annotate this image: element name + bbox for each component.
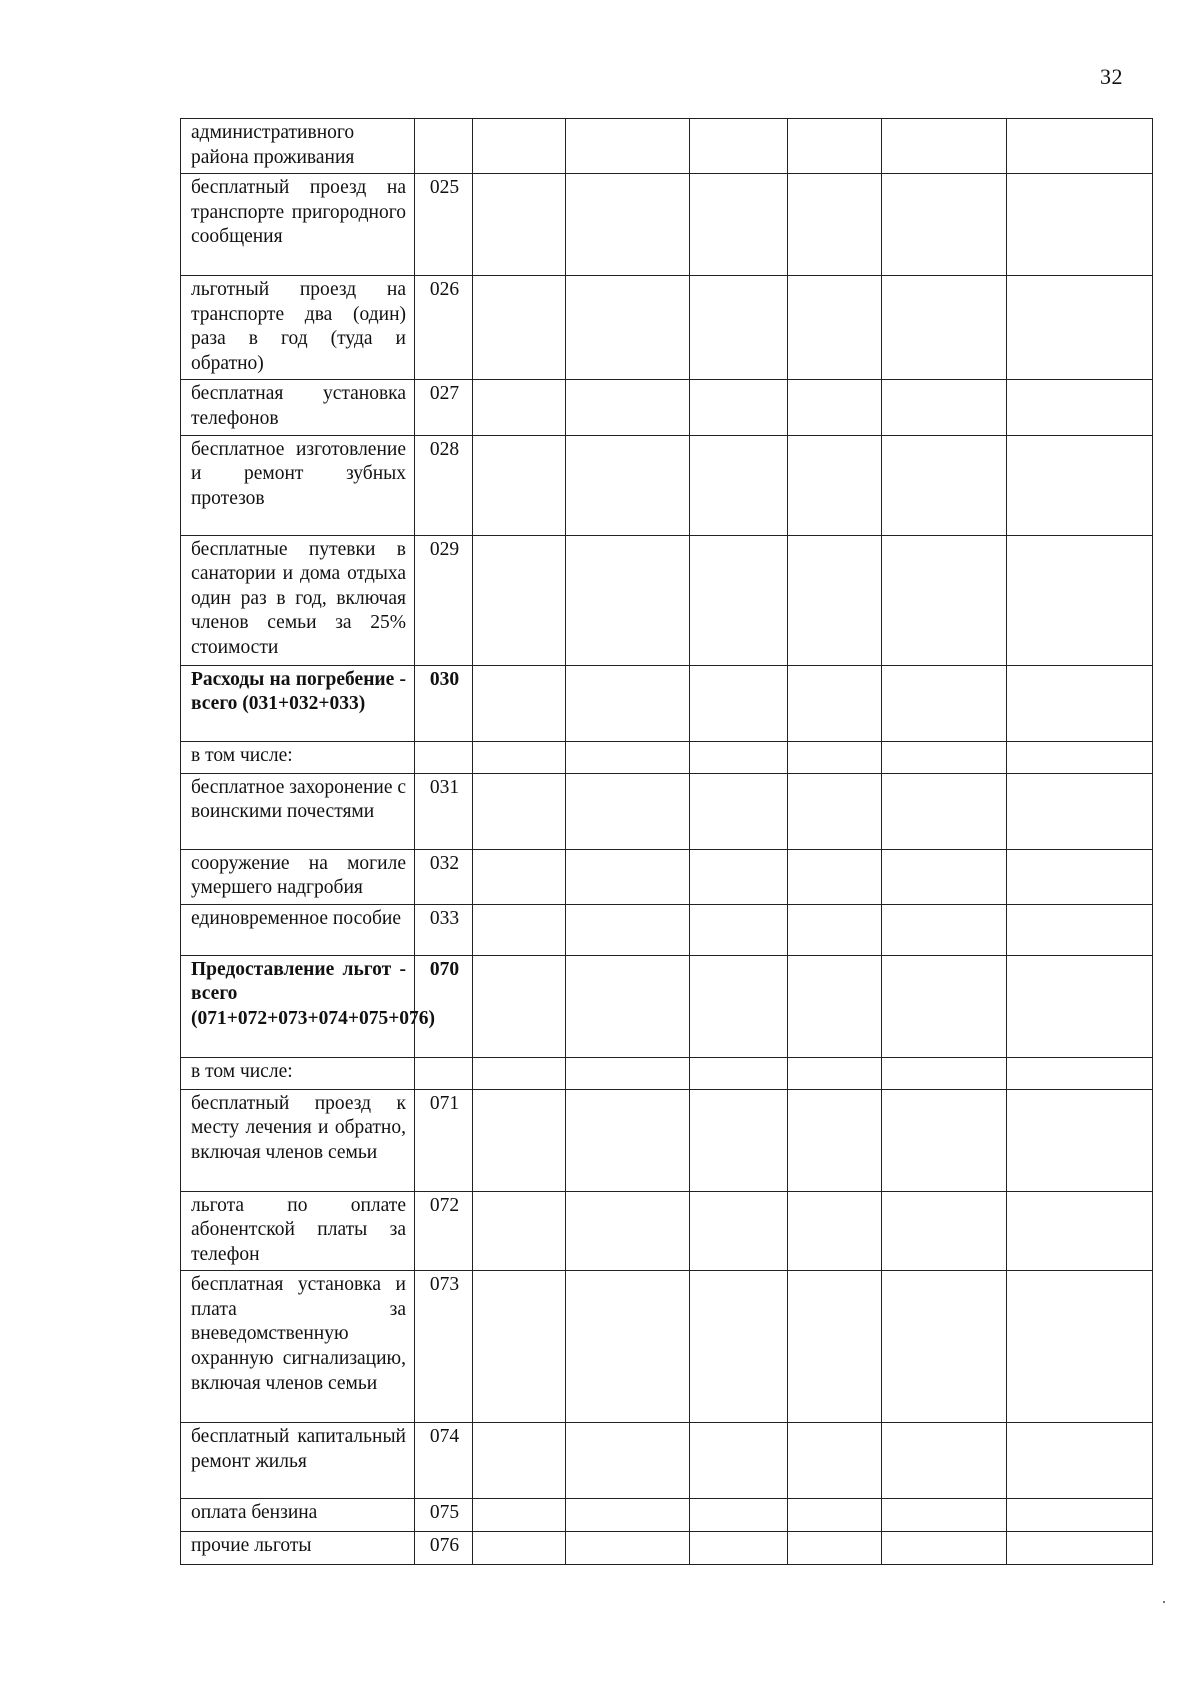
empty-value-cell xyxy=(882,380,1007,435)
empty-value-cell xyxy=(788,535,882,665)
empty-value-cell xyxy=(473,849,566,904)
empty-value-cell xyxy=(690,904,788,955)
empty-value-cell xyxy=(788,119,882,174)
row-name-cell: бесплатная установка телефонов xyxy=(181,380,415,435)
empty-value-cell xyxy=(788,1089,882,1191)
empty-value-cell xyxy=(882,1089,1007,1191)
table-row xyxy=(181,380,1153,435)
empty-value-cell xyxy=(690,1271,788,1423)
row-code-cell: 028 xyxy=(415,435,473,535)
empty-value-cell xyxy=(882,435,1007,535)
empty-value-cell xyxy=(566,955,690,1057)
empty-value-cell xyxy=(566,1532,690,1565)
empty-value-cell xyxy=(882,174,1007,276)
table-row xyxy=(181,1499,1153,1532)
row-code-cell: 076 xyxy=(415,1532,473,1565)
empty-value-cell xyxy=(690,435,788,535)
empty-value-cell xyxy=(473,904,566,955)
empty-value-cell xyxy=(1007,276,1153,380)
empty-value-cell xyxy=(788,380,882,435)
empty-value-cell xyxy=(1007,174,1153,276)
empty-value-cell xyxy=(1007,1532,1153,1565)
empty-value-cell xyxy=(788,1057,882,1089)
empty-value-cell xyxy=(1007,773,1153,849)
empty-value-cell xyxy=(690,773,788,849)
empty-value-cell xyxy=(1007,955,1153,1057)
empty-value-cell xyxy=(690,1499,788,1532)
row-code-cell: 074 xyxy=(415,1423,473,1499)
table-row xyxy=(181,1423,1153,1499)
empty-value-cell xyxy=(788,1499,882,1532)
empty-value-cell xyxy=(566,904,690,955)
row-code-cell: 025 xyxy=(415,174,473,276)
empty-value-cell xyxy=(882,276,1007,380)
empty-value-cell xyxy=(690,174,788,276)
empty-value-cell xyxy=(788,435,882,535)
empty-value-cell xyxy=(882,773,1007,849)
row-name-cell: бесплатный проезд на транспорте пригородного сообщения xyxy=(181,174,415,276)
row-name-cell: бесплатное захоронение с воинскими почестями xyxy=(181,773,415,849)
empty-value-cell xyxy=(1007,380,1153,435)
empty-value-cell xyxy=(788,741,882,773)
row-name-cell: оплата бензина xyxy=(181,1499,415,1532)
row-code-cell: 029 xyxy=(415,535,473,665)
row-code-cell: 070 xyxy=(415,955,473,1057)
empty-value-cell xyxy=(788,1532,882,1565)
row-name-cell: Предоставление льгот - всего (071+072+073+074+075+076) xyxy=(181,955,415,1057)
empty-value-cell xyxy=(566,174,690,276)
empty-value-cell xyxy=(690,535,788,665)
row-code-cell: 026 xyxy=(415,276,473,380)
empty-value-cell xyxy=(566,665,690,741)
empty-value-cell xyxy=(473,1089,566,1191)
table-row xyxy=(181,773,1153,849)
table-row xyxy=(181,955,1153,1057)
empty-value-cell xyxy=(473,773,566,849)
row-name-cell: в том числе: xyxy=(181,741,415,773)
empty-value-cell xyxy=(473,380,566,435)
empty-value-cell xyxy=(473,1532,566,1565)
empty-value-cell xyxy=(566,119,690,174)
row-code-cell xyxy=(415,119,473,174)
table-row xyxy=(181,535,1153,665)
empty-value-cell xyxy=(1007,849,1153,904)
empty-value-cell xyxy=(473,665,566,741)
empty-value-cell xyxy=(473,1057,566,1089)
row-code-cell: 075 xyxy=(415,1499,473,1532)
empty-value-cell xyxy=(1007,1089,1153,1191)
empty-value-cell xyxy=(473,741,566,773)
empty-value-cell xyxy=(882,849,1007,904)
row-name-cell: бесплатные путевки в санатории и дома отдыха один раз в год, включая членов семьи за 25% стоимости xyxy=(181,535,415,665)
empty-value-cell xyxy=(690,955,788,1057)
table-body xyxy=(181,119,1153,1565)
empty-value-cell xyxy=(788,665,882,741)
empty-value-cell xyxy=(882,1271,1007,1423)
row-code-cell: 032 xyxy=(415,849,473,904)
empty-value-cell xyxy=(566,276,690,380)
row-name-cell: административного района проживания xyxy=(181,119,415,174)
table-row xyxy=(181,119,1153,174)
empty-value-cell xyxy=(788,1423,882,1499)
empty-value-cell xyxy=(788,904,882,955)
empty-value-cell xyxy=(882,1057,1007,1089)
page-number: 32 xyxy=(1100,64,1123,89)
row-code-cell: 072 xyxy=(415,1191,473,1271)
table-row xyxy=(181,1089,1153,1191)
empty-value-cell xyxy=(788,1191,882,1271)
empty-value-cell xyxy=(1007,665,1153,741)
empty-value-cell xyxy=(473,1423,566,1499)
table-row xyxy=(181,665,1153,741)
row-code-cell: 073 xyxy=(415,1271,473,1423)
empty-value-cell xyxy=(882,955,1007,1057)
empty-value-cell xyxy=(788,276,882,380)
empty-value-cell xyxy=(788,773,882,849)
empty-value-cell xyxy=(882,1191,1007,1271)
benefits-table xyxy=(180,118,1153,1565)
row-name-cell: бесплатное изготовление и ремонт зубных протезов xyxy=(181,435,415,535)
row-code-cell: 030 xyxy=(415,665,473,741)
empty-value-cell xyxy=(566,1089,690,1191)
empty-value-cell xyxy=(882,665,1007,741)
row-name-cell: бесплатная установка и плата за вневедомственную охранную сигнализацию, включая членов семьи xyxy=(181,1271,415,1423)
row-code-cell: 071 xyxy=(415,1089,473,1191)
empty-value-cell xyxy=(566,1057,690,1089)
row-name-cell: льготный проезд на транспорте два (один) раза в год (туда и обратно) xyxy=(181,276,415,380)
empty-value-cell xyxy=(690,665,788,741)
empty-value-cell xyxy=(566,773,690,849)
empty-value-cell xyxy=(473,1499,566,1532)
empty-value-cell xyxy=(788,849,882,904)
empty-value-cell xyxy=(566,1191,690,1271)
row-code-cell: 033 xyxy=(415,904,473,955)
empty-value-cell xyxy=(788,1271,882,1423)
row-name-cell: бесплатный проезд к месту лечения и обратно, включая членов семьи xyxy=(181,1089,415,1191)
empty-value-cell xyxy=(882,1423,1007,1499)
row-name-cell: бесплатный капитальный ремонт жилья xyxy=(181,1423,415,1499)
empty-value-cell xyxy=(690,849,788,904)
empty-value-cell xyxy=(1007,1423,1153,1499)
empty-value-cell xyxy=(473,955,566,1057)
empty-value-cell xyxy=(690,1089,788,1191)
empty-value-cell xyxy=(788,174,882,276)
empty-value-cell xyxy=(690,1423,788,1499)
empty-value-cell xyxy=(1007,119,1153,174)
empty-value-cell xyxy=(882,535,1007,665)
empty-value-cell xyxy=(566,741,690,773)
empty-value-cell xyxy=(566,1271,690,1423)
empty-value-cell xyxy=(690,1532,788,1565)
empty-value-cell xyxy=(690,380,788,435)
empty-value-cell xyxy=(690,741,788,773)
scan-speck xyxy=(1163,1601,1165,1603)
empty-value-cell xyxy=(473,174,566,276)
table-row xyxy=(181,904,1153,955)
row-code-cell xyxy=(415,1057,473,1089)
empty-value-cell xyxy=(1007,1057,1153,1089)
empty-value-cell xyxy=(473,119,566,174)
empty-value-cell xyxy=(1007,535,1153,665)
empty-value-cell xyxy=(1007,741,1153,773)
table-row xyxy=(181,1191,1153,1271)
empty-value-cell xyxy=(690,1057,788,1089)
table-row xyxy=(181,1532,1153,1565)
empty-value-cell xyxy=(882,904,1007,955)
empty-value-cell xyxy=(882,119,1007,174)
empty-value-cell xyxy=(473,535,566,665)
empty-value-cell xyxy=(1007,1499,1153,1532)
row-name-cell: льгота по оплате абонентской платы за телефон xyxy=(181,1191,415,1271)
row-name-cell: Расходы на погребение - всего (031+032+033) xyxy=(181,665,415,741)
empty-value-cell xyxy=(473,276,566,380)
row-name-cell: единовременное пособие xyxy=(181,904,415,955)
row-code-cell: 031 xyxy=(415,773,473,849)
table-row xyxy=(181,849,1153,904)
empty-value-cell xyxy=(473,1271,566,1423)
table-row xyxy=(181,435,1153,535)
empty-value-cell xyxy=(788,955,882,1057)
empty-value-cell xyxy=(566,380,690,435)
row-name-cell: сооружение на могиле умершего надгробия xyxy=(181,849,415,904)
empty-value-cell xyxy=(1007,1191,1153,1271)
empty-value-cell xyxy=(566,849,690,904)
empty-value-cell xyxy=(690,276,788,380)
empty-value-cell xyxy=(566,535,690,665)
empty-value-cell xyxy=(566,1423,690,1499)
empty-value-cell xyxy=(1007,904,1153,955)
empty-value-cell xyxy=(882,1499,1007,1532)
empty-value-cell xyxy=(690,1191,788,1271)
table-row xyxy=(181,174,1153,276)
empty-value-cell xyxy=(473,1191,566,1271)
table-row xyxy=(181,741,1153,773)
empty-value-cell xyxy=(473,435,566,535)
empty-value-cell xyxy=(1007,435,1153,535)
table-row xyxy=(181,1057,1153,1089)
table-row xyxy=(181,276,1153,380)
empty-value-cell xyxy=(690,119,788,174)
empty-value-cell xyxy=(566,435,690,535)
row-name-cell: прочие льготы xyxy=(181,1532,415,1565)
row-name-cell: в том числе: xyxy=(181,1057,415,1089)
empty-value-cell xyxy=(882,741,1007,773)
empty-value-cell xyxy=(566,1499,690,1532)
row-code-cell xyxy=(415,741,473,773)
table-row xyxy=(181,1271,1153,1423)
empty-value-cell xyxy=(1007,1271,1153,1423)
empty-value-cell xyxy=(882,1532,1007,1565)
row-code-cell: 027 xyxy=(415,380,473,435)
